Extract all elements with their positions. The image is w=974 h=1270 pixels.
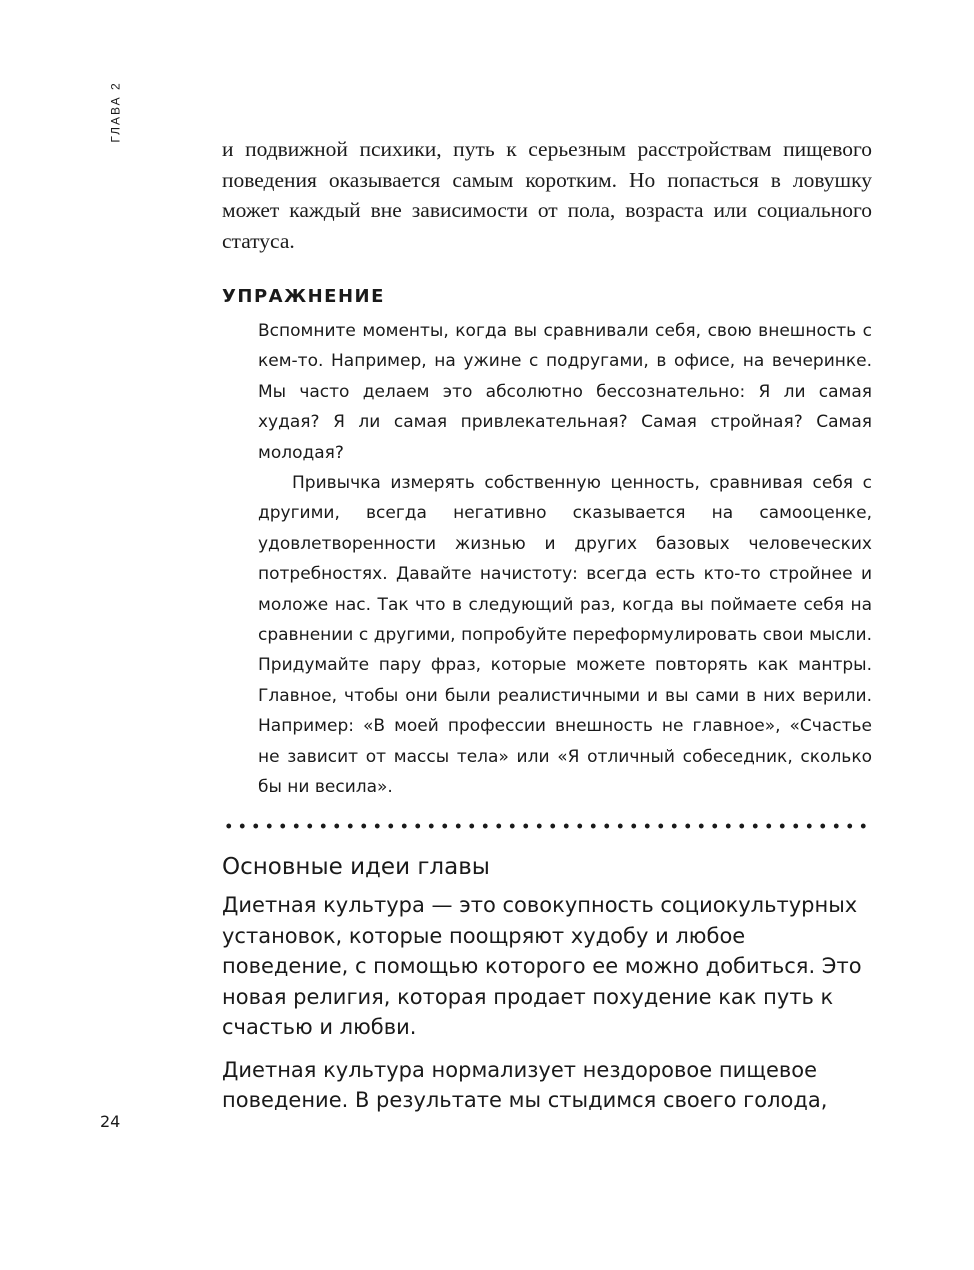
exercise-paragraph: Привычка измерять собственную ценность, сравнивая себя с другими, всегда негативно сказывается на самооценке, удовлетворенности жизнью и других базовых человеческих потребностях. Давайте начистоту: всегда есть кто-то стройнее и моложе нас. Так что в следующий раз, когда вы поймаете себя на сравнении с другими, попробуйте переформулировать свои мысли. Придумайте пару фраз, которые можете повторять как мантры. Главное, чтобы они были реалистичными и вы сами в них верили. Например: «В моей профессии внешность не главное», «Счастье не зависит от массы тела» или «Я отличный собеседник, сколько бы ни весила». [258,473,872,798]
main-ideas-paragraph: Диетная культура нормализует нездоровое пищевое поведение. В результате мы стыдимся своего голода, [222,1057,828,1112]
exercise-paragraph: Вспомните моменты, когда вы сравнивали себя, свою внешность с кем-то. Например, на ужине с подругами, в офисе, на вечеринке. Мы часто делаем это абсолютно бессознательно: Я ли самая худая? Я ли самая привлекательная? Самая стройная? Самая молодая? [258,321,872,463]
dotted-divider [222,822,872,830]
main-ideas-paragraph: Диетная культура — это совокупность социокультурных установок, которые поощряют худобу и любое поведение, с помощью которого ее можно добиться. Это новая религия, которая продает похудение как путь к счастью и любви. [222,893,862,1039]
exercise-heading: УПРАЖНЕНИЕ [222,286,385,307]
main-ideas-body [222,890,872,1128]
main-ideas-title: Основные идеи главы [222,854,490,880]
chapter-label [96,72,136,152]
page-number: 24 [100,1112,121,1131]
chapter-label-text: ГЛАВА 2 [109,81,124,143]
exercise-block [258,316,872,803]
intro-paragraph: и подвижной психики, путь к серьезным расстройствам пищевого поведения оказывается самым коротким. Но попасться в ловушку может каждый вне зависимости от пола, возраста или социального статуса. [222,137,872,253]
